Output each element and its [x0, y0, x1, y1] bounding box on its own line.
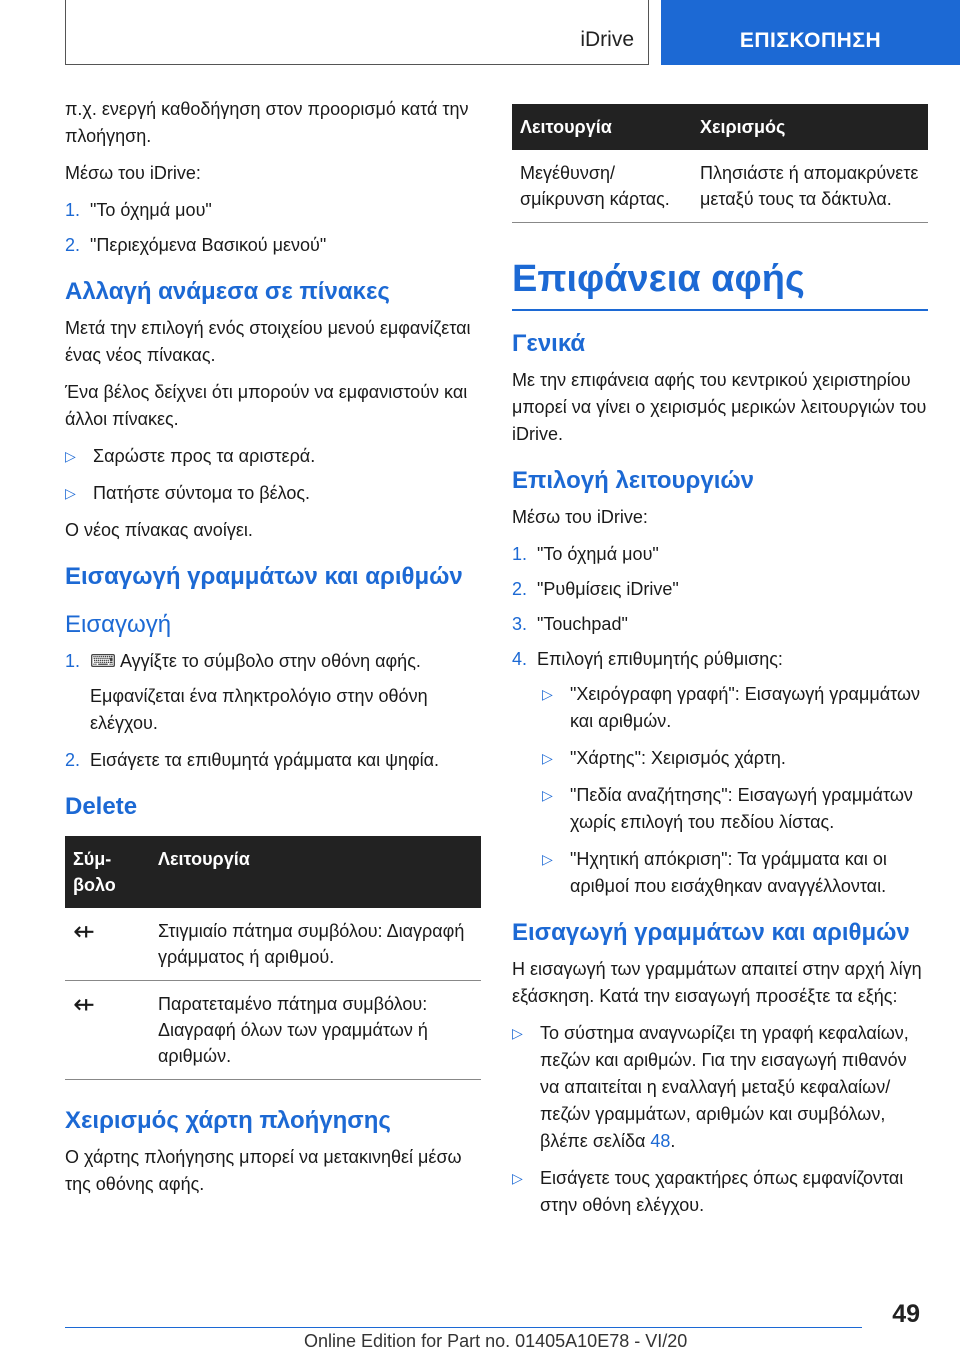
- list-item: 4. Επιλογή επιθυμητής ρύθμισης:: [512, 649, 783, 669]
- list-item: 3. "Touchpad": [512, 614, 628, 634]
- list-item: 1. "Το όχημά μου": [512, 544, 659, 564]
- heading-touchpad: Επιφάνεια αφής: [512, 257, 928, 311]
- heading-delete: Delete: [65, 793, 138, 820]
- triangle-bullet-icon: ▷: [65, 485, 76, 501]
- heading-panels: Αλλαγή ανάμεσα σε πίνακες: [65, 278, 390, 305]
- page-link[interactable]: 48: [650, 1131, 671, 1151]
- list-item: 2. Εισάγετε τα επιθυμητά γράμματα και ψηφία.: [65, 750, 440, 770]
- triangle-bullet-icon: ▷: [542, 686, 553, 702]
- list-item: ▷ "Χάρτης": Χειρισμός χάρτη.: [542, 745, 928, 772]
- function-table: [512, 104, 928, 223]
- heading-input: Εισαγωγή: [65, 611, 172, 638]
- heading-letters-right: Εισαγωγή γραμμάτων και αριθμών: [512, 919, 910, 946]
- triangle-bullet-icon: ▷: [512, 1170, 523, 1186]
- triangle-bullet-icon: ▷: [542, 787, 553, 803]
- general-text: Με την επιφάνεια αφής του κεντρικού χειριστηρίου μπορεί να γίνει ο χειρισμός μερικών λειτουργιών του iDrive.: [512, 370, 927, 444]
- page-number: 49: [892, 1300, 920, 1328]
- via-idrive-text: Μέσω του iDrive:: [512, 507, 648, 527]
- list-item: ▷ Το σύστημα αναγνωρίζει τη γραφή κεφαλαίων, πεζών και αριθμών. Για την εισαγωγή πιθανόν να απαιτείται η εναλλαγή μεταξύ κεφαλαίων/πεζών γραμμάτων, αριθμών και συμβόλων, βλέπε σελίδα 48.: [512, 1020, 928, 1155]
- delete-arrow-icon: ⇷: [65, 908, 150, 981]
- list-item: ▷ "Πεδία αναζήτησης": Εισαγωγή γραμμάτων χωρίς επιλογή του πεδίου λίστας.: [542, 782, 928, 836]
- via-idrive-text: Μέσω του iDrive:: [65, 163, 201, 183]
- panels-text-2: Ένα βέλος δείχνει ότι μπορούν να εμφανιστούν και άλλοι πίνακες.: [65, 382, 468, 429]
- map-text: Ο χάρτης πλοήγησης μπορεί να μετακινηθεί μέσω της οθόνης αφής.: [65, 1147, 462, 1194]
- intro-text: π.χ. ενεργή καθοδήγηση στον προορισμό κατά την πλοήγηση.: [65, 99, 469, 146]
- list-item: ▷ Εισάγετε τους χαρακτήρες όπως εμφανίζονται στην οθόνη ελέγχου.: [512, 1165, 928, 1219]
- table-row: ⇷ Στιγμιαίο πάτημα συμβόλου: Διαγραφή γράμματος ή αριθμού.: [65, 908, 481, 981]
- header-chapter-title: ΕΠΙΣΚΟΠΗΣΗ: [661, 0, 960, 65]
- list-item: ▷ "Ηχητική απόκριση": Τα γράμματα και οι αριθμοί που εισάχθηκαν αναγγέλλονται.: [542, 846, 928, 900]
- input-note: Εμφανίζεται ένα πληκτρολόγιο στην οθόνη ελέγχου.: [90, 686, 428, 733]
- triangle-bullet-icon: ▷: [542, 750, 553, 766]
- list-item: ▷ Σαρώστε προς τα αριστερά.: [65, 443, 481, 470]
- header-frame: [65, 0, 649, 65]
- list-item: ▷ Πατήστε σύντομα το βέλος.: [65, 480, 481, 507]
- heading-letters: Εισαγωγή γραμμάτων και αριθμών: [65, 563, 463, 590]
- footer-divider: [65, 1327, 862, 1328]
- heading-select: Επιλογή λειτουργιών: [512, 467, 755, 494]
- letters-text: Η εισαγωγή των γραμμάτων απαιτεί στην αρχή λίγη εξάσκηση. Κατά την εισαγωγή προσέξτε τα εξής:: [512, 959, 922, 1006]
- list-item: ▷ "Χειρόγραφη γραφή": Εισαγωγή γραμμάτων και αριθμών.: [542, 681, 928, 735]
- table-header: Λειτουργία: [150, 836, 481, 908]
- table-header: Σύμβολο: [65, 836, 150, 908]
- heading-map: Χειρισμός χάρτη πλοήγησης: [65, 1107, 391, 1134]
- header-section-title: iDrive: [580, 28, 634, 51]
- footer-edition: Online Edition for Part no. 01405A10E78 - VI/20: [304, 1331, 688, 1351]
- delete-table: [65, 836, 481, 1080]
- triangle-bullet-icon: ▷: [65, 448, 76, 464]
- list-item: 2. "Ρυθμίσεις iDrive": [512, 579, 679, 599]
- list-item: 1. "Το όχημά μου": [65, 200, 212, 220]
- panels-text-1: Μετά την επιλογή ενός στοιχείου μενού εμφανίζεται ένας νέος πίνακας.: [65, 318, 471, 365]
- left-column: [65, 96, 481, 1208]
- triangle-bullet-icon: ▷: [542, 851, 553, 867]
- panels-text-3: Ο νέος πίνακας ανοίγει.: [65, 520, 253, 540]
- heading-general: Γενικά: [512, 330, 586, 357]
- table-row: Μεγέθυνση/ σμίκρυνση κάρτας. Πλησιάστε ή απομακρύνετε μεταξύ τους τα δάκτυλα.: [512, 150, 928, 223]
- right-column: [512, 104, 928, 1229]
- table-row: ⇷ Παρατεταμένο πάτημα συμβόλου: Διαγραφή όλων των γραμμάτων ή αριθμών.: [65, 981, 481, 1080]
- list-item: 2. "Περιεχόμενα Βασικού μενού": [65, 235, 327, 255]
- list-item: 1. ⌨︎ Αγγίξτε το σύμβολο στην οθόνη αφής.: [65, 651, 421, 671]
- triangle-bullet-icon: ▷: [512, 1025, 523, 1041]
- table-header: Χειρισμός: [692, 104, 928, 150]
- keyboard-icon: ⌨︎: [90, 651, 120, 671]
- delete-arrow-icon: ⇷: [65, 981, 150, 1080]
- table-header: Λειτουργία: [512, 104, 692, 150]
